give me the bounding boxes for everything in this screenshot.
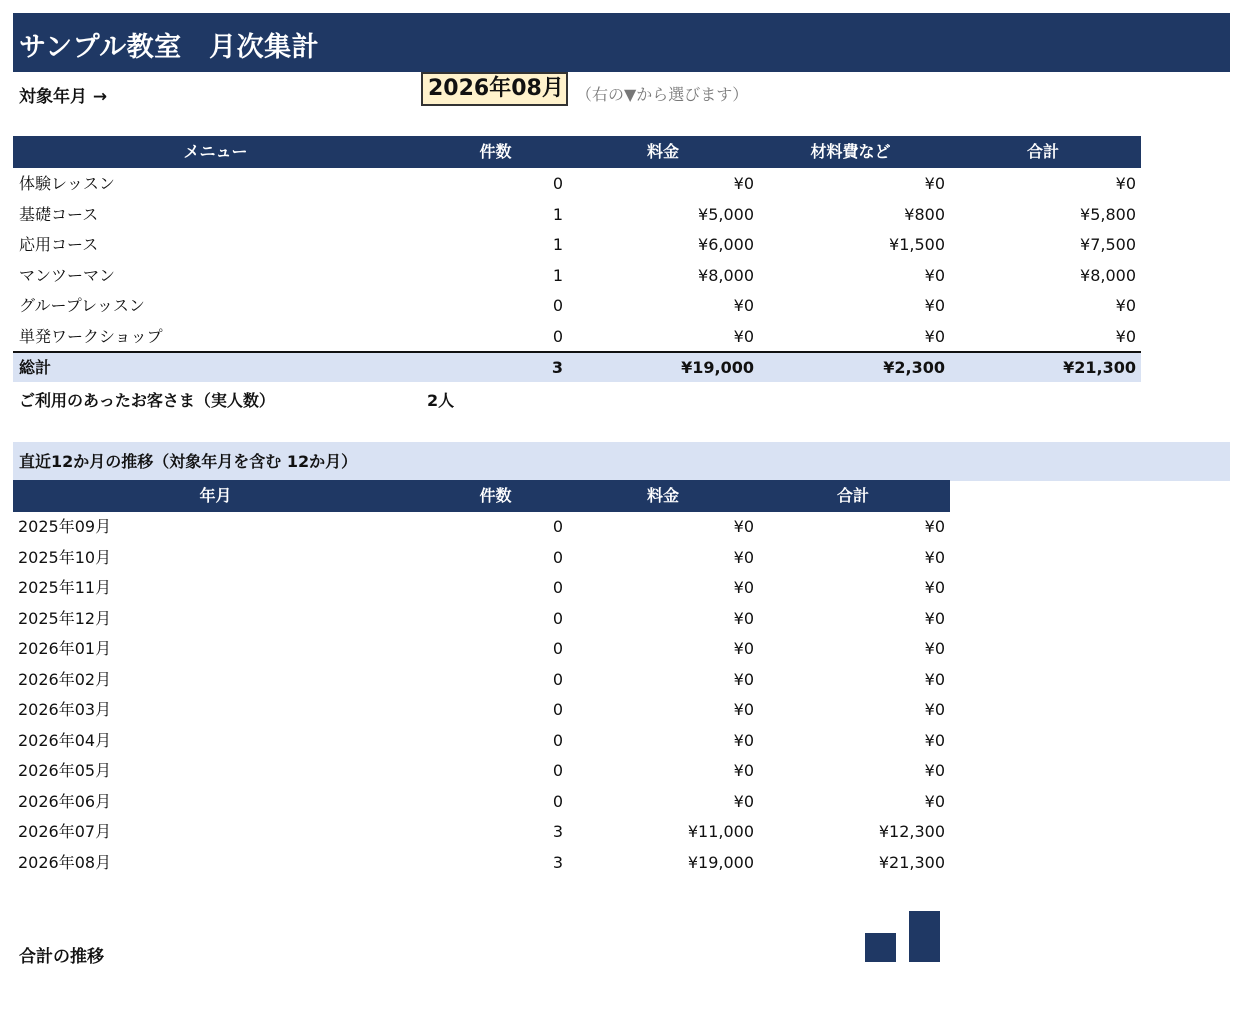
trend-month-cell: 2025年12月: [18, 608, 112, 628]
trend-month-cell: 2026年03月: [18, 700, 112, 719]
trend-fee-cell: ¥11,000: [687, 822, 754, 841]
menu-total-cell: ¥8,000: [1080, 265, 1136, 285]
trend-month-cell: 2026年07月: [18, 822, 112, 841]
header-total: 合計: [1026, 142, 1059, 161]
header-fee: 料金: [646, 142, 679, 161]
trend-count-cell: 0: [552, 791, 563, 811]
trend-fee-cell: ¥0: [733, 608, 754, 628]
trend-table-row: [13, 695, 950, 725]
trend-total-cell: ¥0: [924, 730, 945, 750]
trend-table-row: [13, 634, 950, 664]
trend-count-cell: 0: [552, 639, 563, 658]
menu-table-header: [13, 136, 1141, 168]
menu-count-cell: 0: [552, 296, 563, 315]
menu-fee-cell: ¥5,000: [698, 204, 754, 224]
trend-total-cell: ¥0: [924, 791, 945, 811]
trend-count-cell: 3: [552, 852, 563, 872]
trend-table-row: [13, 543, 950, 573]
trend-total-cell: ¥0: [924, 547, 945, 567]
trend-month-cell: 2026年02月: [18, 669, 112, 689]
menu-table-row: [13, 169, 1141, 199]
menu-total-row: [13, 351, 1141, 382]
trend-month-cell: 2026年04月: [18, 730, 112, 750]
header-trend-count: 件数: [479, 486, 512, 505]
customers-label: ご利用のあったお客さま（実人数）: [19, 391, 275, 410]
total-count: 3: [551, 358, 563, 377]
total-total: ¥21,300: [1063, 358, 1136, 377]
menu-name-cell: 応用コース: [19, 235, 99, 254]
menu-total-cell: ¥0: [1115, 296, 1136, 315]
menu-count-cell: 1: [552, 204, 563, 224]
target-month-select[interactable]: 2026年08月: [421, 72, 568, 106]
trend-total-cell: ¥0: [924, 700, 945, 719]
trend-count-cell: 0: [552, 730, 563, 750]
trend-total-cell: ¥0: [924, 761, 945, 780]
trend-fee-cell: ¥0: [733, 700, 754, 719]
trend-fee-cell: ¥0: [733, 517, 754, 536]
trend-month-cell: 2026年08月: [18, 852, 112, 872]
trend-total-cell: ¥0: [924, 578, 945, 597]
menu-total-cell: ¥0: [1115, 326, 1136, 346]
trend-table-row: [13, 512, 950, 542]
target-month-hint: （右の▼から選びます）: [576, 85, 749, 104]
menu-material-cell: ¥1,500: [889, 235, 945, 254]
trend-fee-cell: ¥19,000: [687, 852, 754, 872]
chart-bar: [865, 933, 896, 962]
total-material: ¥2,300: [883, 358, 945, 377]
header-trend-total: 合計: [836, 486, 869, 505]
trend-fee-cell: ¥0: [733, 761, 754, 780]
menu-name-cell: 体験レッスン: [19, 174, 115, 193]
menu-count-cell: 0: [552, 326, 563, 346]
trend-month-cell: 2025年11月: [18, 578, 112, 597]
menu-total-cell: ¥7,500: [1080, 235, 1136, 254]
header-material: 材料費など: [810, 142, 891, 161]
trend-month-cell: 2026年01月: [18, 639, 112, 658]
menu-total-cell: ¥5,800: [1080, 204, 1136, 224]
menu-material-cell: ¥0: [924, 296, 945, 315]
menu-material-cell: ¥800: [904, 204, 945, 224]
trend-count-cell: 0: [552, 761, 563, 780]
menu-material-cell: ¥0: [924, 265, 945, 285]
chart-bar: [909, 911, 940, 962]
menu-material-cell: ¥0: [924, 326, 945, 346]
trend-total-cell: ¥0: [924, 639, 945, 658]
trend-month-cell: 2025年09月: [18, 517, 112, 536]
trend-table-row: [13, 573, 950, 603]
trend-count-cell: 0: [552, 578, 563, 597]
trend-total-cell: ¥0: [924, 669, 945, 689]
trend-fee-cell: ¥0: [733, 669, 754, 689]
trend-count-cell: 0: [552, 547, 563, 567]
trend-total-cell: ¥12,300: [878, 822, 945, 841]
trend-section-bar: [13, 442, 1230, 481]
menu-table-row: [13, 291, 1141, 321]
customers-value: 2人: [427, 391, 455, 410]
menu-fee-cell: ¥6,000: [698, 235, 754, 254]
menu-table-row: [13, 200, 1141, 230]
trend-table-row: [13, 726, 950, 756]
trend-fee-cell: ¥0: [733, 730, 754, 750]
total-fee: ¥19,000: [681, 358, 754, 377]
menu-name-cell: グループレッスン: [19, 296, 145, 315]
trend-table-row: [13, 817, 950, 847]
trend-total-cell: ¥0: [924, 608, 945, 628]
sheet-title-bar: [13, 13, 1230, 72]
menu-fee-cell: ¥0: [733, 296, 754, 315]
header-month: 年月: [199, 486, 232, 505]
trend-fee-cell: ¥0: [733, 791, 754, 811]
menu-total-cell: ¥0: [1115, 174, 1136, 193]
menu-name-cell: 単発ワークショップ: [19, 326, 163, 346]
header-menu: メニュー: [183, 142, 248, 161]
trend-month-cell: 2025年10月: [18, 547, 112, 567]
trend-count-cell: 0: [552, 700, 563, 719]
trend-month-cell: 2026年05月: [18, 761, 112, 780]
trend-fee-cell: ¥0: [733, 547, 754, 567]
trend-table-row: [13, 848, 950, 878]
menu-name-cell: マンツーマン: [19, 265, 116, 285]
trend-table-row: [13, 787, 950, 817]
menu-material-cell: ¥0: [924, 174, 945, 193]
trend-table-header: [13, 480, 950, 512]
trend-fee-cell: ¥0: [733, 578, 754, 597]
total-label: 総計: [19, 358, 52, 377]
trend-count-cell: 0: [552, 608, 563, 628]
header-count: 件数: [479, 142, 512, 161]
chart-label: 合計の推移: [19, 947, 104, 967]
trend-table-row: [13, 604, 950, 634]
menu-table-row: [13, 261, 1141, 291]
menu-count-cell: 1: [552, 235, 563, 254]
total-trend-chart: [860, 900, 950, 966]
sheet-title: サンプル教室 月次集計: [19, 32, 320, 63]
header-trend-fee: 料金: [646, 486, 679, 505]
trend-fee-cell: ¥0: [733, 639, 754, 658]
menu-name-cell: 基礎コース: [19, 204, 99, 224]
menu-fee-cell: ¥8,000: [698, 265, 754, 285]
trend-month-cell: 2026年06月: [18, 791, 112, 811]
menu-count-cell: 0: [552, 174, 563, 193]
trend-count-cell: 3: [552, 822, 563, 841]
menu-fee-cell: ¥0: [733, 326, 754, 346]
trend-total-cell: ¥0: [924, 517, 945, 536]
target-month-label: 対象年月 →: [19, 87, 108, 107]
trend-count-cell: 0: [552, 669, 563, 689]
menu-table-row: [13, 230, 1141, 260]
menu-table-row: [13, 322, 1141, 352]
trend-table-row: [13, 665, 950, 695]
menu-fee-cell: ¥0: [733, 174, 754, 193]
trend-section-title: 直近12か月の推移（対象年月を含む 12か月）: [19, 452, 358, 471]
trend-total-cell: ¥21,300: [878, 852, 945, 872]
trend-table-row: [13, 756, 950, 786]
menu-count-cell: 1: [552, 265, 563, 285]
trend-count-cell: 0: [552, 517, 563, 536]
